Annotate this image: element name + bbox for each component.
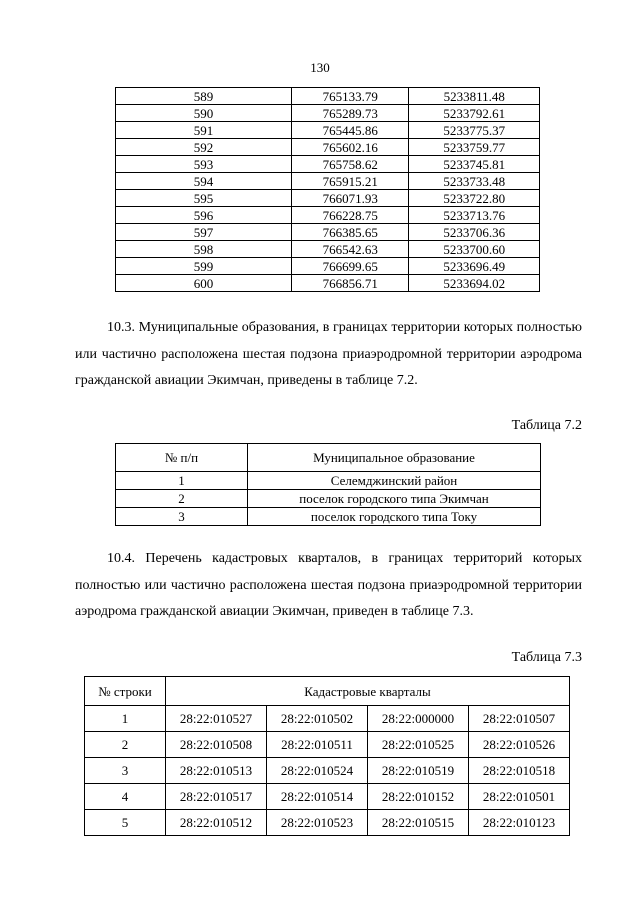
table-cell: 5 [85,810,166,836]
table-cell: 28:22:010515 [368,810,469,836]
table-row [116,275,540,292]
section-10-4-text: 10.4. Перечень кадастровых кварталов, в границах территорий которых полностью или частично расположена шестая подзона приаэродромной территории аэродрома гражданской авиации Экимчан, приведен в таблице 7.3. [75,551,582,619]
table-row [116,190,540,207]
table-row [85,810,570,836]
table-header-row [116,444,541,472]
table-cell: 5233745.81 [409,156,540,173]
table-cell: 5233811.48 [409,88,540,105]
table-cell: 28:22:010123 [469,810,570,836]
table-cell: 597 [116,224,292,241]
table-cell: 28:22:000000 [368,706,469,732]
table-7-2-caption: Таблица 7.2 [511,418,582,433]
table-row [116,122,540,139]
table-cell: 592 [116,139,292,156]
table-cell: 28:22:010525 [368,732,469,758]
table-cell: Селемджинский район [248,472,541,490]
table-cell: 28:22:010526 [469,732,570,758]
column-header-municipality: Муниципальное образование [248,444,541,472]
page-number: 130 [310,60,330,75]
table-cell: 28:22:010152 [368,784,469,810]
table-row [116,88,540,105]
table-cell: 766699.65 [291,258,409,275]
table-row [85,706,570,732]
table-cell: 1 [116,472,248,490]
table-cell: 594 [116,173,292,190]
table-cell: 765445.86 [291,122,409,139]
table-cell: 28:22:010519 [368,758,469,784]
table-cell: 765602.16 [291,139,409,156]
table-7-3-caption: Таблица 7.3 [511,650,582,665]
table-cell: 3 [116,508,248,526]
table-cell: 5233696.49 [409,258,540,275]
table-cell: 5233775.37 [409,122,540,139]
table-row [85,784,570,810]
column-header-number: № п/п [116,444,248,472]
table-row [116,472,541,490]
table-cell: 5233722.80 [409,190,540,207]
table-cell: 5233759.77 [409,139,540,156]
table-cell: 5233706.36 [409,224,540,241]
table-cell: 28:22:010527 [166,706,267,732]
table-cell: 589 [116,88,292,105]
table-cell: 28:22:010501 [469,784,570,810]
column-header-row-number: № строки [85,677,166,706]
table-row [85,732,570,758]
table-cell: 5233700.60 [409,241,540,258]
table-cell: 766385.65 [291,224,409,241]
table-row [116,139,540,156]
table-cell: 593 [116,156,292,173]
table-cell: поселок городского типа Току [248,508,541,526]
table-cell: 2 [116,490,248,508]
section-10-3-text: 10.3. Муниципальные образования, в границах территории которых полностью или частично расположена шестая подзона приаэродромной территории аэродрома гражданской авиации Экимчан, приведены в таблице 7.2. [75,320,582,388]
table-row [116,207,540,224]
table-cell: поселок городского типа Экимчан [248,490,541,508]
table-row [116,508,541,526]
table-cell: 765758.62 [291,156,409,173]
table-header-row [85,677,570,706]
table-cell: 28:22:010513 [166,758,267,784]
table-cell: 598 [116,241,292,258]
table-cell: 28:22:010502 [267,706,368,732]
table-cell: 3 [85,758,166,784]
table-row [116,105,540,122]
table-cell: 4 [85,784,166,810]
column-header-cadastral-quarters: Кадастровые кварталы [166,677,570,706]
table-cell: 599 [116,258,292,275]
table-cell: 5233694.02 [409,275,540,292]
table-cell: 766542.63 [291,241,409,258]
table-cell: 28:22:010508 [166,732,267,758]
table-cell: 600 [116,275,292,292]
table-cell: 5233713.76 [409,207,540,224]
table-cell: 5233792.61 [409,105,540,122]
table-cell: 28:22:010523 [267,810,368,836]
table-cell: 765915.21 [291,173,409,190]
table-cell: 1 [85,706,166,732]
table-cell: 596 [116,207,292,224]
table-row [116,156,540,173]
table-cell: 766071.93 [291,190,409,207]
table-cell: 590 [116,105,292,122]
table-cell: 28:22:010507 [469,706,570,732]
table-cell: 766856.71 [291,275,409,292]
table-cell: 28:22:010518 [469,758,570,784]
table-row [85,758,570,784]
table-row [116,241,540,258]
cadastral-quarters-table [84,676,570,836]
table-cell: 28:22:010524 [267,758,368,784]
table-cell: 28:22:010512 [166,810,267,836]
table-cell: 591 [116,122,292,139]
table-cell: 28:22:010517 [166,784,267,810]
table-cell: 765289.73 [291,105,409,122]
table-cell: 28:22:010511 [267,732,368,758]
table-row [116,173,540,190]
table-cell: 766228.75 [291,207,409,224]
table-cell: 28:22:010514 [267,784,368,810]
table-cell: 765133.79 [291,88,409,105]
municipalities-table [115,443,541,526]
table-cell: 5233733.48 [409,173,540,190]
table-row [116,490,541,508]
table-cell: 595 [116,190,292,207]
table-row [116,258,540,275]
table-row [116,224,540,241]
table-cell: 2 [85,732,166,758]
coordinates-table [115,87,540,292]
